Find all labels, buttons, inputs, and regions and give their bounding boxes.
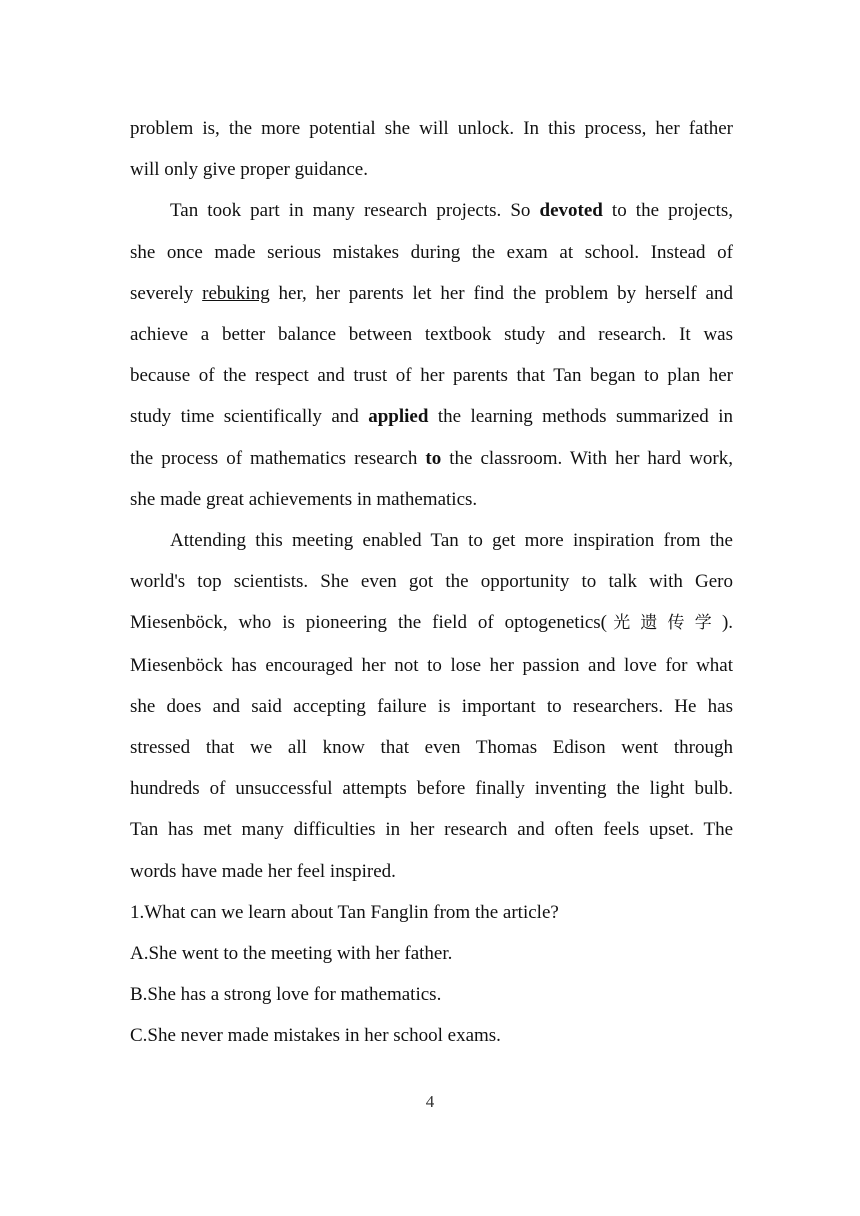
question-stem: 1.What can we learn about Tan Fanglin from the article? bbox=[130, 901, 559, 923]
text-line bbox=[130, 190, 733, 231]
paragraph-3 bbox=[130, 520, 733, 892]
bold-word: to bbox=[425, 447, 442, 469]
text-span: Tan took part in many research projects. So bbox=[170, 200, 540, 222]
text-line: Tan has met many difficulties in her research and often feels upset. The bbox=[130, 819, 733, 841]
paragraph-1 bbox=[130, 108, 733, 190]
text-line bbox=[130, 396, 733, 437]
text-span: to the projects, bbox=[602, 200, 734, 222]
text-line: world's top scientists. She even got the opportunity to talk with Gero bbox=[130, 571, 733, 593]
text-line: Attending this meeting enabled Tan to get more inspiration from the bbox=[170, 530, 733, 552]
text-line: because of the respect and trust of her parents that Tan began to plan her bbox=[130, 365, 733, 387]
text-span: Miesenböck, who is pioneering the field of optogenetics( bbox=[130, 612, 608, 634]
text-span: severely bbox=[130, 282, 203, 304]
text-line bbox=[130, 438, 733, 479]
text-span: her, her parents let her find the problem by herself and bbox=[269, 282, 733, 304]
text-line: problem is, the more potential she will unlock. In this process, her father bbox=[130, 118, 733, 139]
bold-word: devoted bbox=[539, 200, 603, 222]
option-a[interactable]: A.She went to the meeting with her father. bbox=[130, 943, 453, 965]
text-line: will only give proper guidance. bbox=[130, 159, 368, 181]
page-number: 4 bbox=[425, 1092, 435, 1111]
text-line: she made great achievements in mathematics. bbox=[130, 488, 478, 510]
question-block bbox=[130, 892, 733, 1057]
text-line bbox=[130, 273, 733, 314]
text-line bbox=[130, 602, 733, 644]
text-line: she does and said accepting failure is important to researchers. He has bbox=[130, 695, 733, 717]
text-span: study time scientifically and bbox=[130, 406, 369, 428]
text-span: ). bbox=[721, 612, 734, 634]
underlined-word: rebuking bbox=[202, 282, 270, 304]
document-page bbox=[130, 108, 733, 1057]
option-c[interactable]: C.She never made mistakes in her school exams. bbox=[130, 1025, 501, 1047]
option-b[interactable]: B.She has a strong love for mathematics. bbox=[130, 984, 442, 1006]
text-line: words have made her feel inspired. bbox=[130, 860, 396, 882]
text-line: she once made serious mistakes during the exam at school. Instead of bbox=[130, 241, 733, 263]
text-line: achieve a better balance between textbook study and research. It was bbox=[130, 324, 733, 346]
paragraph-2 bbox=[130, 190, 733, 520]
text-span: the process of mathematics research bbox=[130, 447, 426, 469]
chinese-term: 光遗传学 bbox=[607, 613, 722, 634]
text-line: hundreds of unsuccessful attempts before finally inventing the light bulb. bbox=[130, 778, 733, 800]
text-line: Miesenböck has encouraged her not to lose her passion and love for what bbox=[130, 654, 733, 676]
bold-word: applied bbox=[368, 406, 429, 428]
text-span: the learning methods summarized in bbox=[428, 406, 733, 428]
text-line: stressed that we all know that even Thomas Edison went through bbox=[130, 737, 733, 759]
text-span: the classroom. With her hard work, bbox=[441, 447, 733, 469]
